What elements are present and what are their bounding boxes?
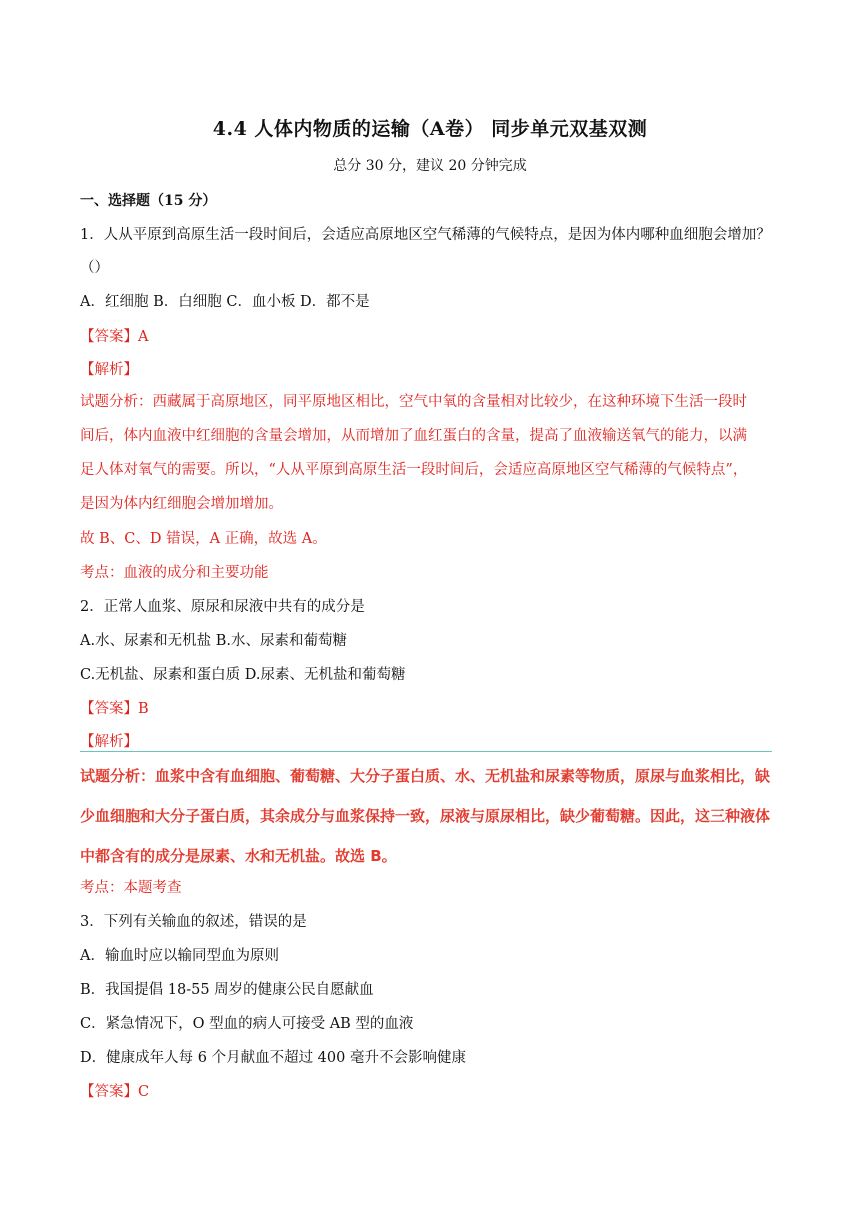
q1-kaodian: 考点：血液的成分和主要功能: [80, 565, 269, 581]
q1-analysis-line: 是因为体内红细胞会增加增加。: [80, 496, 283, 512]
page-title: 4.4 人体内物质的运输（A卷） 同步单元双基双测: [212, 118, 648, 140]
q3-answer: [80, 1080, 149, 1101]
q2-analysis-line: 试题分析：血浆中含有血细胞、葡萄糖、大分子蛋白质、水、无机盐和尿素等物质，原尿与血浆相比，缺: [80, 767, 771, 785]
q2-options-line1: A.水、尿素和无机盐 B.水、尿素和葡萄糖: [80, 633, 347, 649]
answer-tag: 【答案】: [80, 701, 138, 717]
answer-value: A: [138, 329, 149, 345]
q3-option-d: D．健康成年人每 6 个月献血不超过 400 毫升不会影响健康: [80, 1050, 466, 1066]
q3-option-a: A．输血时应以输同型血为原则: [80, 948, 279, 964]
q1-blank: （）: [80, 260, 109, 276]
q2-analysis-line: 少血细胞和大分子蛋白质，其余成分与血浆保持一致，尿液与原尿相比，缺少葡萄糖。因此，这三种液体: [80, 807, 771, 825]
q2-analysis-tag: 【解析】: [80, 734, 138, 750]
q2-answer: [80, 697, 149, 718]
answer-tag: 【答案】: [80, 329, 138, 345]
q2-analysis-line: 中都含有的成分是尿素、水和无机盐。故选 B。: [80, 847, 397, 865]
q1-stem: 1．人从平原到高原生活一段时间后，会适应高原地区空气稀薄的气候特点，是因为体内哪种血细胞会增加？: [80, 227, 771, 243]
divider-rule: [80, 751, 772, 752]
answer-value: C: [138, 1084, 150, 1100]
q1-analysis-line: 试题分析：西藏属于高原地区，同平原地区相比，空气中氧的含量相对比较少，在这种环境下生活一段时: [80, 394, 747, 410]
q2-kaodian: 考点：本题考查: [80, 880, 182, 896]
q1-analysis-tag: 【解析】: [80, 362, 138, 378]
q3-option-b: B．我国提倡 18-55 周岁的健康公民自愿献血: [80, 982, 374, 998]
q1-analysis-line: 足人体对氧气的需要。所以，“人从平原到高原生活一段时间后，会适应高原地区空气稀薄的气候特点”，: [80, 462, 748, 478]
page-subtitle: 总分 30 分，建议 20 分钟完成: [333, 158, 527, 174]
answer-value: B: [138, 701, 149, 717]
q2-stem: 2．正常人血浆、原尿和尿液中共有的成分是: [80, 599, 365, 615]
q2-options-line2: C.无机盐、尿素和蛋白质 D.尿素、无机盐和葡萄糖: [80, 667, 406, 683]
section-heading: 一、选择题（15 分）: [80, 193, 217, 209]
q1-options: A．红细胞 B．白细胞 C．血小板 D．都不是: [80, 294, 370, 310]
q1-conclusion: 故 B、C、D 错误，A 正确，故选 A。: [80, 531, 327, 547]
q3-stem: 3．下列有关输血的叙述，错误的是: [80, 914, 307, 930]
q1-analysis-line: 间后，体内血液中红细胞的含量会增加，从而增加了血红蛋白的含量，提高了血液输送氧气的能力，以满: [80, 428, 747, 444]
q1-answer: [80, 325, 148, 346]
q2-analysis-image-text: [80, 756, 780, 876]
q1-analysis: [80, 385, 780, 521]
q3-option-c: C．紧急情况下，O 型血的病人可接受 AB 型的血液: [80, 1016, 414, 1032]
answer-tag: 【答案】: [80, 1084, 138, 1100]
